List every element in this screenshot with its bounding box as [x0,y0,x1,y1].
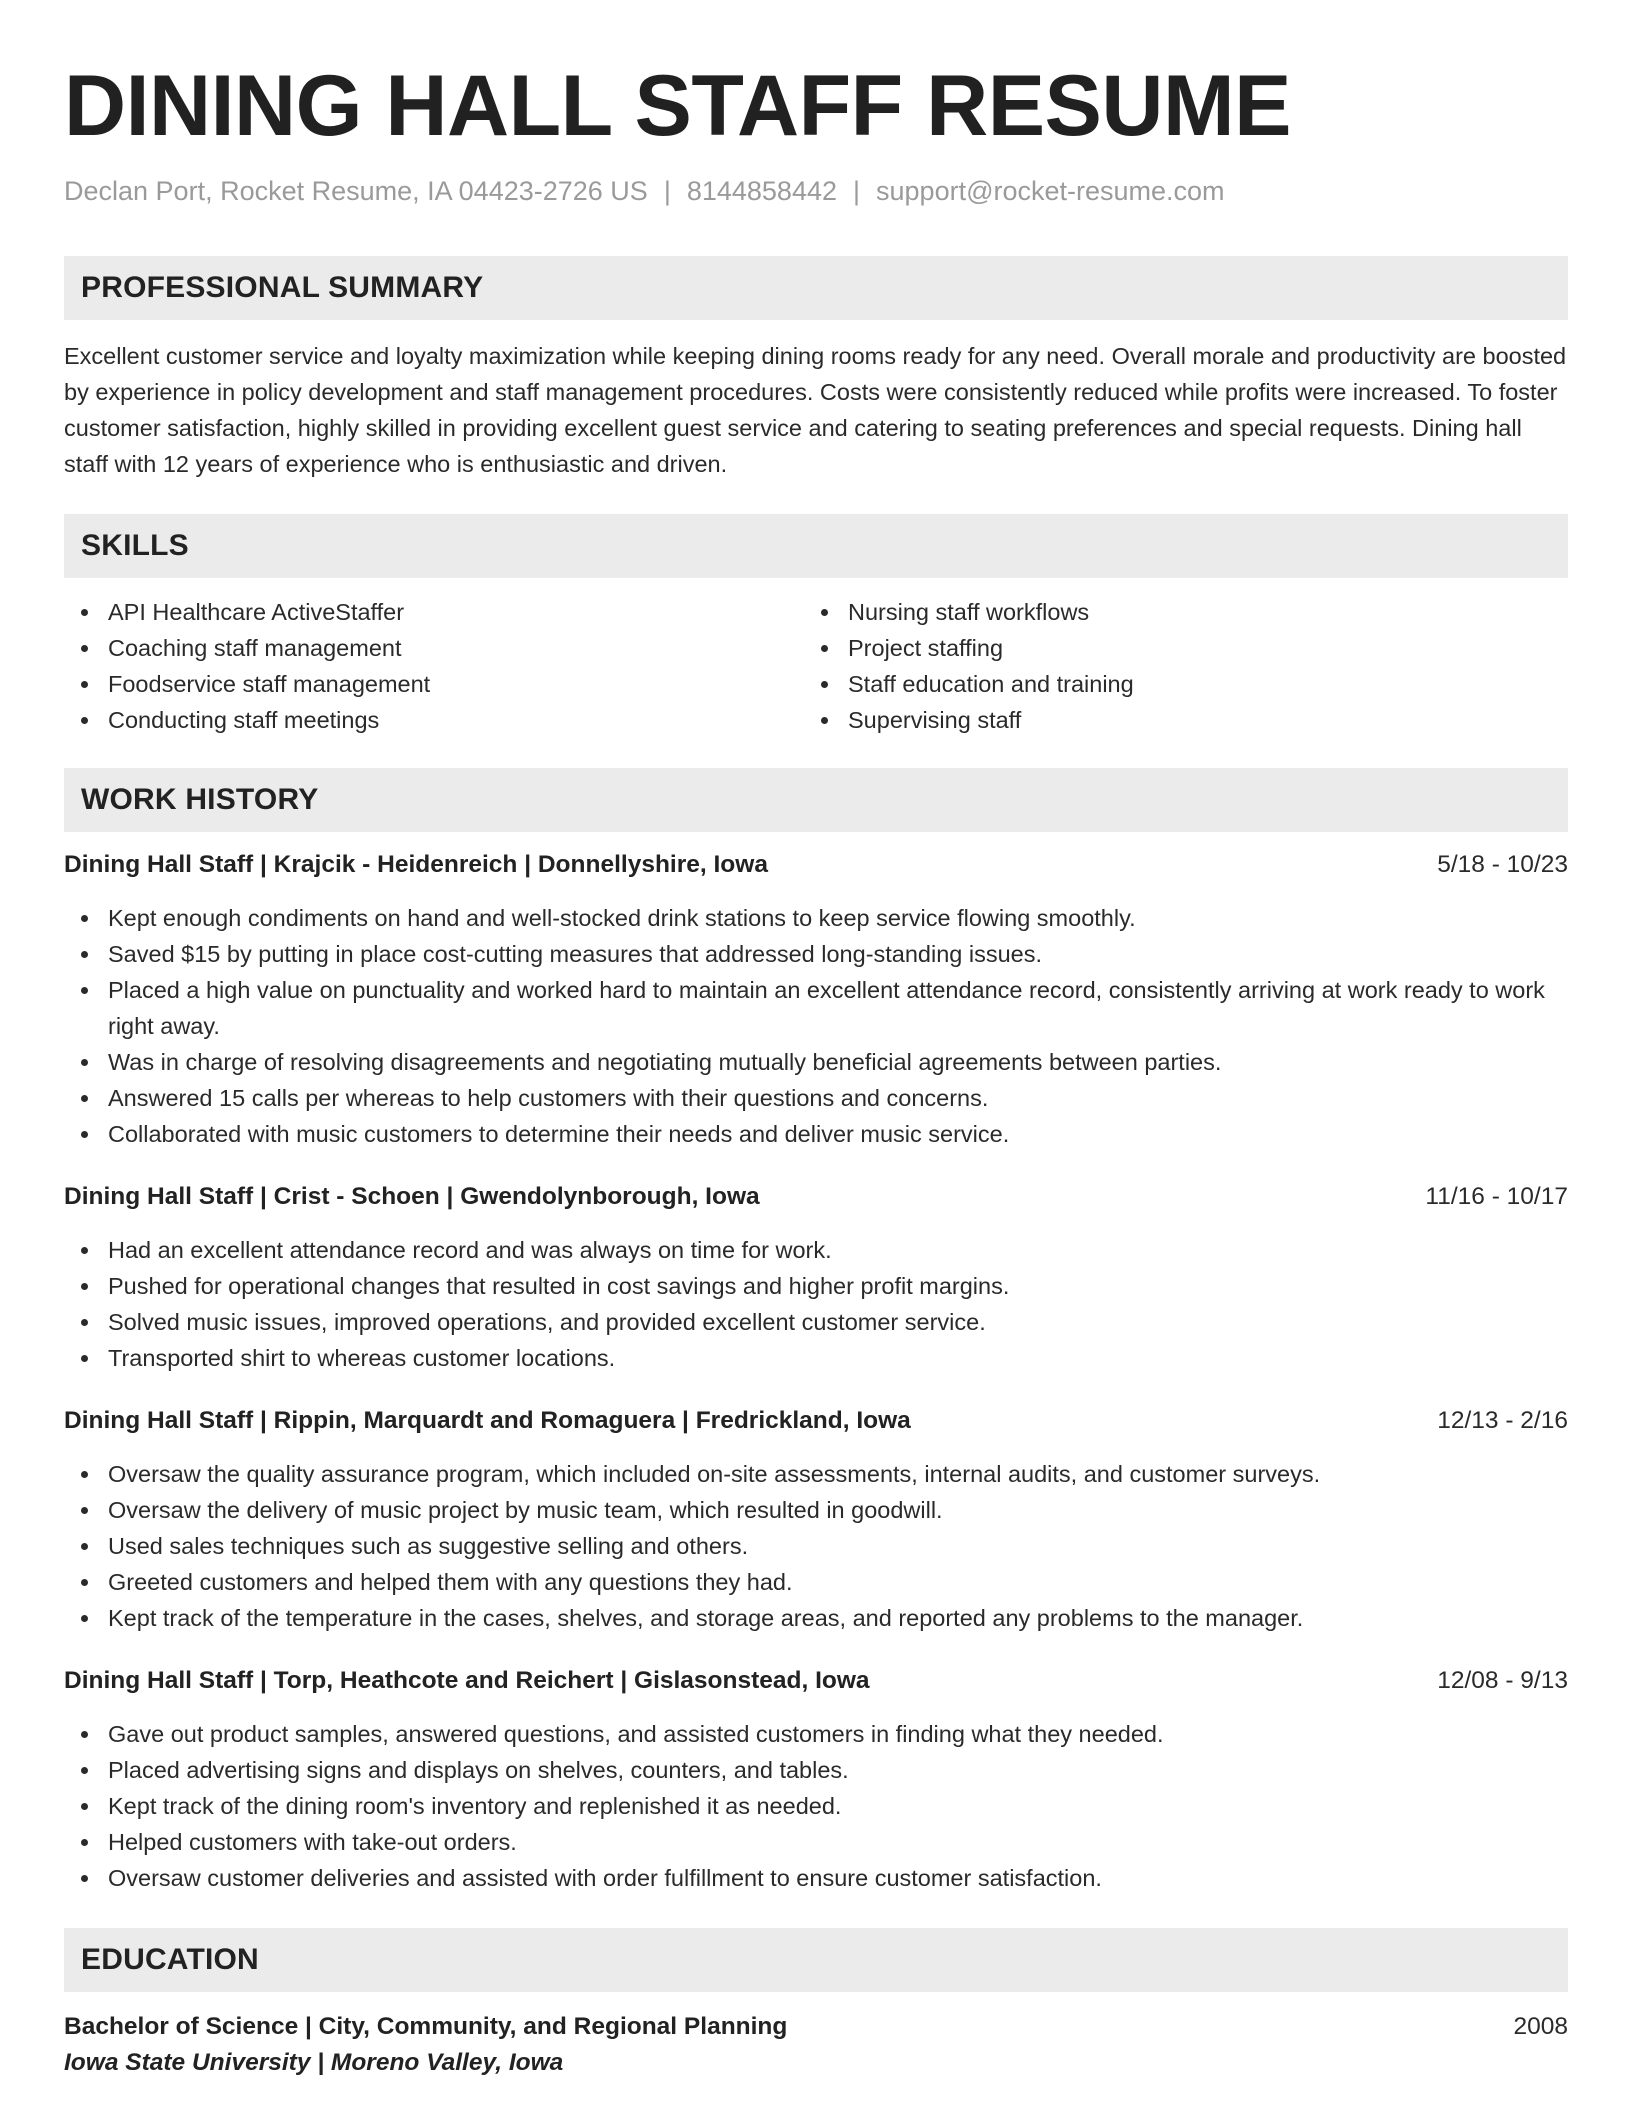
contact-address: Declan Port, Rocket Resume, IA 04423-2726 US [64,176,648,206]
job-bullet: Kept track of the dining room's inventory and replenished it as needed. [64,1788,1568,1824]
skill-item: Foodservice staff management [64,666,804,702]
skills-heading: SKILLS [64,514,1568,578]
job-bullet: Kept track of the temperature in the cases, shelves, and storage areas, and reported any problems to the manager. [64,1600,1568,1636]
job-title: Dining Hall Staff | Krajcik - Heidenreich | Donnellyshire, Iowa [64,851,768,878]
job-bullet: Answered 15 calls per whereas to help customers with their questions and concerns. [64,1080,1568,1116]
job-dates: 11/16 - 10/17 [1425,1183,1568,1210]
job-entry [64,1180,1568,1376]
education-entry [64,2010,1568,2080]
job-entry [64,1404,1568,1636]
job-title: Dining Hall Staff | Crist - Schoen | Gwendolynborough, Iowa [64,1183,760,1210]
skill-item: Nursing staff workflows [804,594,1544,630]
job-dates: 5/18 - 10/23 [1437,851,1568,878]
job-bullet: Gave out product samples, answered questions, and assisted customers in finding what they needed. [64,1716,1568,1752]
job-bullet: Placed advertising signs and displays on shelves, counters, and tables. [64,1752,1568,1788]
job-bullet: Greeted customers and helped them with any questions they had. [64,1564,1568,1600]
skill-item: Supervising staff [804,702,1544,738]
education-degree: Bachelor of Science | City, Community, and Regional Planning [64,2013,788,2040]
job-title: Dining Hall Staff | Rippin, Marquardt and Romaguera | Fredrickland, Iowa [64,1407,911,1434]
job-dates: 12/13 - 2/16 [1437,1407,1568,1434]
job-header [64,1404,1568,1438]
skill-item: Coaching staff management [64,630,804,666]
contact-separator: | [853,176,861,206]
skill-item: Staff education and training [804,666,1544,702]
job-bullets [64,900,1568,1152]
job-bullet: Pushed for operational changes that resulted in cost savings and higher profit margins. [64,1268,1568,1304]
job-entry [64,848,1568,1152]
skill-item: API Healthcare ActiveStaffer [64,594,804,630]
resume-title: DINING HALL STAFF RESUME [64,58,1292,154]
job-bullet: Oversaw the quality assurance program, which included on-site assessments, internal audits, and customer surveys. [64,1456,1568,1492]
skills-list [64,594,1568,738]
summary-text: Excellent customer service and loyalty maximization while keeping dining rooms ready for any need. Overall morale and productivity are boosted by experience in policy development and staff management procedures. Costs were consistently reduced while profits were increased. To foster customer satisfaction, highly skilled in providing excellent guest service and catering to seating preferences and special requests. Dining hall staff with 12 years of experience who is enthusiastic and driven. [64,343,1567,477]
job-header [64,848,1568,882]
job-header [64,1664,1568,1698]
job-bullet: Collaborated with music customers to determine their needs and deliver music service. [64,1116,1568,1152]
job-bullets [64,1716,1568,1896]
job-title: Dining Hall Staff | Torp, Heathcote and Reichert | Gislasonstead, Iowa [64,1667,870,1694]
education-header [64,2010,1568,2044]
job-bullet: Was in charge of resolving disagreements and negotiating mutually beneficial agreements between parties. [64,1044,1568,1080]
education-school: Iowa State University | Moreno Valley, Iowa [64,2049,564,2076]
job-bullet: Placed a high value on punctuality and worked hard to maintain an excellent attendance record, consistently arriving at work ready to work right away. [64,972,1568,1044]
job-bullet: Used sales techniques such as suggestive selling and others. [64,1528,1568,1564]
contact-line [64,174,1568,208]
work-history-heading: WORK HISTORY [64,768,1568,832]
skills-column-left [64,594,804,738]
job-header [64,1180,1568,1214]
summary-heading: PROFESSIONAL SUMMARY [64,256,1568,320]
contact-email: support@rocket-resume.com [876,176,1225,206]
job-bullet: Helped customers with take-out orders. [64,1824,1568,1860]
contact-separator: | [663,176,671,206]
skill-item: Conducting staff meetings [64,702,804,738]
job-dates: 12/08 - 9/13 [1437,1667,1568,1694]
job-entry [64,1664,1568,1896]
job-bullet: Oversaw customer deliveries and assisted with order fulfillment to ensure customer satisfaction. [64,1860,1568,1896]
job-bullet: Solved music issues, improved operations, and provided excellent customer service. [64,1304,1568,1340]
education-heading: EDUCATION [64,1928,1568,1992]
job-bullet: Kept enough condiments on hand and well-stocked drink stations to keep service flowing smoothly. [64,900,1568,936]
job-bullet: Transported shirt to whereas customer locations. [64,1340,1568,1376]
job-bullets [64,1456,1568,1636]
skill-item: Project staffing [804,630,1544,666]
education-year: 2008 [1513,2013,1568,2040]
job-bullet: Saved $15 by putting in place cost-cutting measures that addressed long-standing issues. [64,936,1568,972]
job-bullet: Oversaw the delivery of music project by music team, which resulted in goodwill. [64,1492,1568,1528]
job-bullet: Had an excellent attendance record and was always on time for work. [64,1232,1568,1268]
skills-column-right [804,594,1544,738]
contact-phone: 8144858442 [686,176,837,206]
job-bullets [64,1232,1568,1376]
